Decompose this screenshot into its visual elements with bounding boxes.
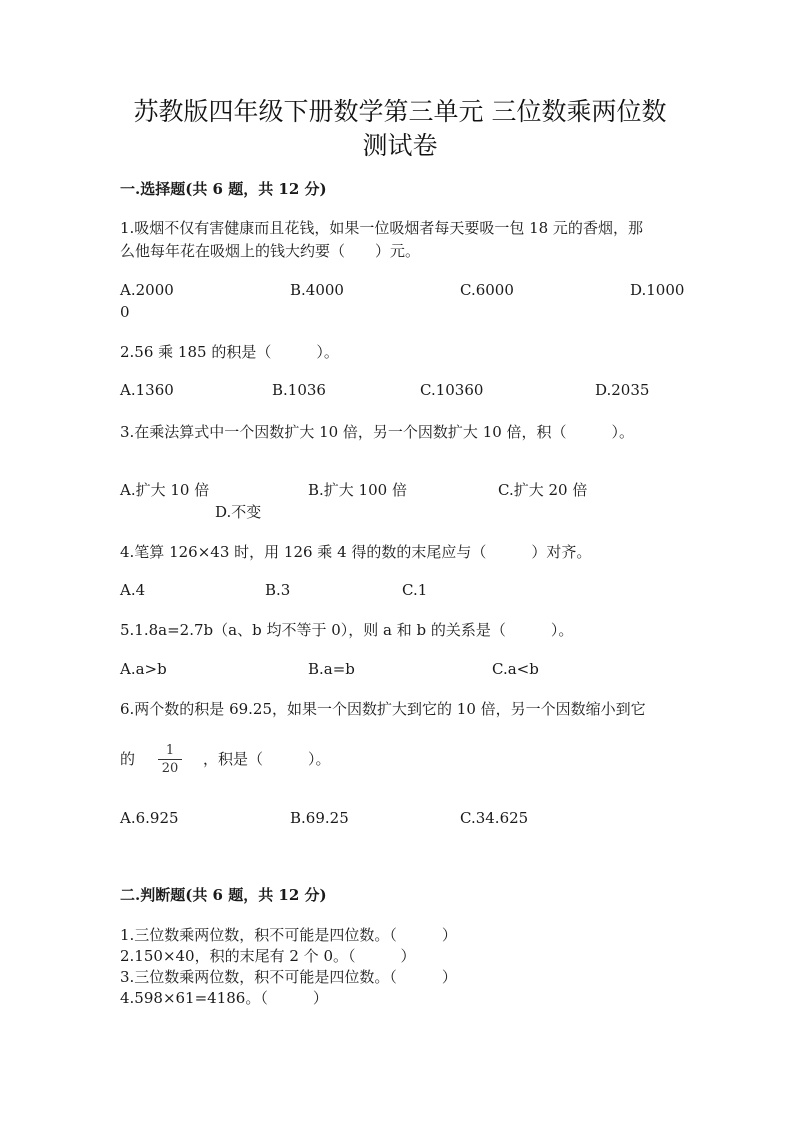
fraction-denominator: 20 [161,761,179,776]
page-title-line-2: 测试卷 [362,131,438,160]
page-title-line-1: 苏教版四年级下册数学第三单元 三位数乘两位数 [133,97,667,126]
question-5-option-a[interactable]: A.a>b [120,660,167,678]
question-2-option-a[interactable]: A.1360 [120,381,174,399]
question-4-option-c[interactable]: C.1 [402,581,428,599]
question-3-option-a[interactable]: A.扩大 10 倍 [120,481,210,499]
question-1-option-a[interactable]: A.2000 [120,281,174,299]
fraction-numerator: 1 [165,743,175,758]
question-3-option-c[interactable]: C.扩大 20 倍 [498,481,588,499]
question-5-option-c[interactable]: C.a<b [492,660,539,678]
question-6-option-a[interactable]: A.6.925 [120,809,179,827]
question-4-option-b[interactable]: B.3 [265,581,291,599]
question-5-option-b[interactable]: B.a=b [308,660,355,678]
section-heading-choice: 一.选择题(共 6 题，共 12 分) [120,180,327,198]
question-2-option-b[interactable]: B.1036 [272,381,326,399]
section-heading-judgement: 二.判断题(共 6 题，共 12 分) [120,886,327,904]
question-2-text: 2.56 乘 185 的积是（ ）。 [120,343,339,361]
question-1-option-b[interactable]: B.4000 [290,281,344,299]
question-6-option-b[interactable]: B.69.25 [290,809,349,827]
question-6-fraction [158,743,182,776]
question-1-option-d-wrap: 0 [120,303,130,321]
question-4-text: 4.笔算 126×43 时，用 126 乘 4 得的数的末尾应与（ ）对齐。 [120,543,592,561]
judgement-item-1: 1.三位数乘两位数，积不可能是四位数。（ ） [120,926,457,944]
question-6-text-line-2-start: 的 [120,750,136,768]
fraction-bar [158,759,182,760]
question-3-option-b[interactable]: B.扩大 100 倍 [308,481,407,499]
judgement-item-2: 2.150×40，积的末尾有 2 个 0。（ ） [120,947,416,965]
question-4-option-a[interactable]: A.4 [120,581,146,599]
question-6-text-line-2-end: ，积是（ ）。 [203,750,331,768]
question-1-option-d[interactable]: D.1000 [630,281,685,299]
question-2-option-d[interactable]: D.2035 [595,381,650,399]
question-6-option-c[interactable]: C.34.625 [460,809,529,827]
question-6-text-line-1: 6.两个数的积是 69.25，如果一个因数扩大到它的 10 倍，另一个因数缩小到它 [120,700,646,718]
judgement-item-3: 3.三位数乘两位数，积不可能是四位数。（ ） [120,968,457,986]
question-1-option-c[interactable]: C.6000 [460,281,514,299]
question-2-option-c[interactable]: C.10360 [420,381,484,399]
question-1-text-line-1: 1.吸烟不仅有害健康而且花钱，如果一位吸烟者每天要吸一包 18 元的香烟，那 [120,219,643,237]
question-5-text: 5.1.8a=2.7b（a、b 均不等于 0），则 a 和 b 的关系是（ ）。 [120,621,574,639]
question-3-option-d[interactable]: D.不变 [215,503,262,521]
judgement-item-4: 4.598×61=4186。（ ） [120,989,328,1007]
question-1-text-line-2: 么他每年花在吸烟上的钱大约要（ ）元。 [120,242,421,260]
question-3-text: 3.在乘法算式中一个因数扩大 10 倍，另一个因数扩大 10 倍，积（ ）。 [120,423,635,441]
